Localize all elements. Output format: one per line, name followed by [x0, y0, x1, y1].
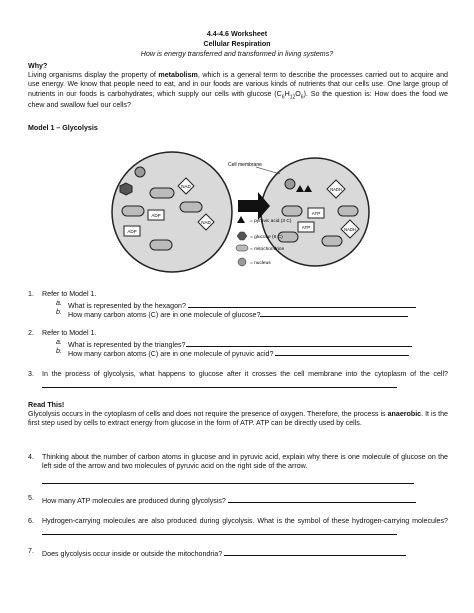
answer-4-field[interactable] [42, 475, 414, 484]
svg-text:ATP: ATP [301, 225, 311, 230]
question-2a: a. What is represented by the triangles? [56, 338, 446, 348]
answer-6-field[interactable] [42, 526, 397, 535]
model-heading: Model 1 – Glycolysis [28, 124, 98, 132]
mitochondrion-icon [338, 206, 358, 216]
nucleus-icon [135, 167, 145, 177]
why-heading: Why? [28, 62, 48, 70]
svg-text:NAD: NAD [201, 220, 211, 225]
svg-text:ATP: ATP [311, 211, 321, 216]
answer-5-field[interactable] [228, 494, 416, 503]
answer-7-field[interactable] [224, 547, 406, 556]
answer-1b-field[interactable] [260, 308, 408, 317]
legend-nucleus-icon [238, 258, 246, 266]
worksheet-title: 4.4-4.6 Worksheet [206, 30, 268, 38]
question-2b: b. How many carbon atoms (C) are in one molecule of pyruvic acid? [56, 347, 446, 357]
legend-glucose: = glucose (6 C) [250, 235, 283, 240]
answer-3-field[interactable] [42, 379, 397, 388]
mitochondrion-icon [282, 206, 302, 216]
question-1a: a. What is represented by the hexagon? [56, 299, 446, 309]
svg-text:ADP: ADP [151, 213, 161, 218]
answer-2b-field[interactable] [275, 347, 409, 356]
legend-pyruvic: = pyruvic acid (3 C) [250, 219, 292, 224]
why-paragraph: Living organisms display the property of metabolism, which is a general term to describe the processes carried out to acquire and use energy. We know that people need to eat, and in our foods are various kinds of nutrients that our cells use. One large group of nutrients in our foods is carbohydrates, which supply our cells with glucose $(C_6H_{12}O_6)$. So the question is: How does the food we chew and swallow fuel our cells? [28, 71, 448, 109]
guiding-question: How is energy transferred and transformed in living systems? [140, 50, 334, 58]
question-1: 1. Refer to Model 1. [28, 290, 97, 298]
question-2: 2. Refer to Model 1. [28, 329, 97, 337]
answer-2a-field[interactable] [186, 338, 412, 347]
question-6: 6. Hydrogen-carrying molecules are also produced during glycolysis. What is the symbol of these hydrogen-carrying molecules? [28, 517, 448, 537]
question-1b: b. How many carbon atoms (C) are in one molecule of glucose? [56, 308, 446, 318]
read-this-paragraph: Glycolysis occurs in the cytoplasm of cells and does not require the presence of oxygen. Therefore, the process is anaerobic. It is the first step used by cells to extract energy from glucose in the form of ATP. ATP can be directly used by cells. [28, 410, 448, 428]
legend-mitochondrion-icon [236, 245, 248, 251]
svg-text:ADP: ADP [127, 229, 137, 234]
legend-triangle-icon [237, 216, 245, 223]
legend-nucleus: = nucleus [250, 261, 271, 266]
cell-membrane-label: Cell membrane [228, 162, 262, 168]
question-7: 7. Does glycolysis occur inside or outside the mitochondria? [28, 547, 448, 557]
mitochondrion-icon [150, 240, 172, 250]
read-this-heading: Read This! [28, 401, 65, 409]
mitochondrion-icon [180, 202, 202, 212]
svg-text:NAD: NAD [181, 184, 191, 189]
svg-text:NADH: NADH [330, 187, 342, 192]
legend-mitochondrion: = mitochondrion [250, 247, 285, 252]
glucose-hexagon-icon [120, 183, 132, 195]
nucleus-icon [285, 179, 295, 189]
mitochondrion-icon [122, 206, 144, 216]
glycolysis-diagram [110, 150, 370, 286]
mitochondrion-icon [150, 188, 174, 198]
legend-hexagon-icon [237, 232, 247, 240]
question-4: 4. Thinking about the number of carbon atoms in glucose and in pyruvic acid, explain why there is one molecule of glucose on the left side of the arrow and two molecules of pyruvic acid on the right side of the arrow. [28, 453, 448, 471]
question-3: 3. In the process of glycolysis, what happens to glucose after it crosses the cell membrane into the cytoplasm of the cell? [28, 370, 448, 390]
svg-text:NADH: NADH [344, 227, 356, 232]
mitochondrion-icon [322, 236, 342, 246]
answer-1a-field[interactable] [188, 299, 416, 308]
question-5: 5. How many ATP molecules are produced during glycolysis? [28, 494, 448, 504]
worksheet-subject: Cellular Respiration [203, 40, 271, 48]
